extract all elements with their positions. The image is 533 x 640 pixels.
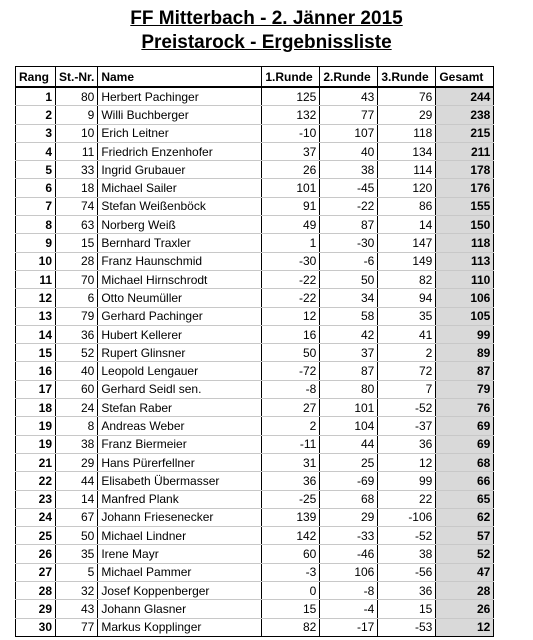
cell-runde-2: -30 [320, 234, 378, 252]
table-row [16, 527, 494, 545]
cell-runde-3: 36 [378, 435, 436, 453]
cell-runde-3: 41 [378, 325, 436, 343]
cell-runde-3: 118 [378, 124, 436, 142]
cell-runde-3: 12 [378, 453, 436, 471]
cell-name: Leopold Lengauer [98, 362, 262, 380]
cell-gesamt: 52 [436, 545, 494, 563]
cell-gesamt: 69 [436, 417, 494, 435]
cell-runde-3: 29 [378, 106, 436, 124]
cell-runde-3: -53 [378, 618, 436, 636]
column-header-name: Name [98, 67, 262, 88]
cell-runde-3: 147 [378, 234, 436, 252]
cell-runde-3: 82 [378, 270, 436, 288]
cell-startnummer: 28 [56, 252, 98, 270]
cell-runde-2: 25 [320, 453, 378, 471]
cell-gesamt: 76 [436, 399, 494, 417]
cell-runde-3: -56 [378, 563, 436, 581]
cell-rang: 27 [16, 563, 56, 581]
cell-runde-2: -45 [320, 179, 378, 197]
cell-runde-1: 37 [262, 142, 320, 160]
cell-runde-1: 142 [262, 527, 320, 545]
cell-gesamt: 28 [436, 582, 494, 600]
cell-runde-1: 101 [262, 179, 320, 197]
table-row [16, 289, 494, 307]
cell-runde-2: -17 [320, 618, 378, 636]
cell-gesamt: 106 [436, 289, 494, 307]
cell-startnummer: 38 [56, 435, 98, 453]
cell-runde-2: -33 [320, 527, 378, 545]
cell-runde-2: 80 [320, 380, 378, 398]
cell-rang: 12 [16, 289, 56, 307]
cell-rang: 5 [16, 161, 56, 179]
cell-rang: 11 [16, 270, 56, 288]
table-row [16, 417, 494, 435]
cell-runde-1: 1 [262, 234, 320, 252]
cell-rang: 21 [16, 453, 56, 471]
cell-runde-2: 77 [320, 106, 378, 124]
cell-name: Johann Friesenecker [98, 508, 262, 526]
cell-runde-2: -6 [320, 252, 378, 270]
cell-runde-1: -11 [262, 435, 320, 453]
table-row [16, 472, 494, 490]
cell-runde-1: 0 [262, 582, 320, 600]
cell-runde-1: 50 [262, 344, 320, 362]
cell-startnummer: 14 [56, 490, 98, 508]
column-header-rang: Rang [16, 67, 56, 88]
cell-name: Andreas Weber [98, 417, 262, 435]
column-header-runde-2: 2.Runde [320, 67, 378, 88]
table-row [16, 563, 494, 581]
cell-name: Hubert Kellerer [98, 325, 262, 343]
page-title: FF Mitterbach - 2. Jänner 2015 [130, 8, 403, 29]
cell-runde-3: 94 [378, 289, 436, 307]
cell-runde-1: 82 [262, 618, 320, 636]
column-header-runde-3: 3.Runde [378, 67, 436, 88]
cell-gesamt: 79 [436, 380, 494, 398]
cell-runde-1: 27 [262, 399, 320, 417]
cell-startnummer: 60 [56, 380, 98, 398]
cell-gesamt: 62 [436, 508, 494, 526]
table-row [16, 362, 494, 380]
table-row [16, 106, 494, 124]
table-row [16, 490, 494, 508]
table-row [16, 142, 494, 160]
cell-startnummer: 15 [56, 234, 98, 252]
cell-rang: 25 [16, 527, 56, 545]
table-row [16, 325, 494, 343]
cell-gesamt: 26 [436, 600, 494, 618]
cell-gesamt: 69 [436, 435, 494, 453]
cell-name: Gerhard Seidl sen. [98, 380, 262, 398]
cell-runde-1: 132 [262, 106, 320, 124]
cell-rang: 1 [16, 87, 56, 106]
cell-runde-2: 58 [320, 307, 378, 325]
cell-rang: 15 [16, 344, 56, 362]
cell-runde-2: -4 [320, 600, 378, 618]
cell-runde-3: 134 [378, 142, 436, 160]
cell-startnummer: 77 [56, 618, 98, 636]
cell-runde-2: 29 [320, 508, 378, 526]
cell-rang: 17 [16, 380, 56, 398]
cell-runde-3: -37 [378, 417, 436, 435]
table-row [16, 545, 494, 563]
cell-runde-1: -22 [262, 270, 320, 288]
cell-runde-1: 2 [262, 417, 320, 435]
cell-runde-3: -52 [378, 399, 436, 417]
cell-gesamt: 68 [436, 453, 494, 471]
cell-runde-2: 37 [320, 344, 378, 362]
cell-name: Irene Mayr [98, 545, 262, 563]
results-table [15, 66, 494, 637]
cell-gesamt: 65 [436, 490, 494, 508]
cell-gesamt: 176 [436, 179, 494, 197]
cell-runde-2: 34 [320, 289, 378, 307]
table-row [16, 252, 494, 270]
cell-startnummer: 70 [56, 270, 98, 288]
cell-runde-2: 107 [320, 124, 378, 142]
cell-runde-3: 14 [378, 216, 436, 234]
cell-startnummer: 44 [56, 472, 98, 490]
cell-startnummer: 33 [56, 161, 98, 179]
cell-name: Stefan Raber [98, 399, 262, 417]
cell-runde-2: 43 [320, 87, 378, 106]
cell-runde-2: 50 [320, 270, 378, 288]
page-subtitle: Preistarock - Ergebnissliste [141, 32, 392, 53]
cell-runde-2: 106 [320, 563, 378, 581]
cell-gesamt: 57 [436, 527, 494, 545]
cell-startnummer: 50 [56, 527, 98, 545]
cell-startnummer: 24 [56, 399, 98, 417]
cell-runde-2: 68 [320, 490, 378, 508]
cell-runde-2: -22 [320, 197, 378, 215]
table-row [16, 216, 494, 234]
cell-runde-2: 38 [320, 161, 378, 179]
cell-runde-3: -106 [378, 508, 436, 526]
cell-runde-3: 72 [378, 362, 436, 380]
cell-name: Willi Buchberger [98, 106, 262, 124]
cell-rang: 22 [16, 472, 56, 490]
cell-gesamt: 110 [436, 270, 494, 288]
table-header-row [16, 67, 494, 88]
table-row [16, 197, 494, 215]
cell-gesamt: 87 [436, 362, 494, 380]
table-row [16, 453, 494, 471]
cell-runde-1: 16 [262, 325, 320, 343]
cell-startnummer: 80 [56, 87, 98, 106]
cell-runde-3: 114 [378, 161, 436, 179]
cell-gesamt: 150 [436, 216, 494, 234]
cell-runde-1: -72 [262, 362, 320, 380]
cell-gesamt: 215 [436, 124, 494, 142]
cell-gesamt: 155 [436, 197, 494, 215]
column-header-runde-1: 1.Runde [262, 67, 320, 88]
cell-rang: 8 [16, 216, 56, 234]
cell-runde-3: 149 [378, 252, 436, 270]
cell-name: Ingrid Grubauer [98, 161, 262, 179]
cell-startnummer: 11 [56, 142, 98, 160]
cell-name: Manfred Plank [98, 490, 262, 508]
cell-name: Friedrich Enzenhofer [98, 142, 262, 160]
table-row [16, 435, 494, 453]
cell-startnummer: 79 [56, 307, 98, 325]
cell-rang: 3 [16, 124, 56, 142]
cell-runde-1: -22 [262, 289, 320, 307]
table-row [16, 307, 494, 325]
cell-runde-1: 12 [262, 307, 320, 325]
cell-runde-1: 139 [262, 508, 320, 526]
cell-runde-2: -8 [320, 582, 378, 600]
cell-rang: 10 [16, 252, 56, 270]
cell-name: Johann Glasner [98, 600, 262, 618]
cell-rang: 9 [16, 234, 56, 252]
cell-name: Herbert Pachinger [98, 87, 262, 106]
cell-startnummer: 35 [56, 545, 98, 563]
cell-rang: 18 [16, 399, 56, 417]
table-row [16, 399, 494, 417]
cell-runde-3: 7 [378, 380, 436, 398]
cell-name: Stefan Weißenböck [98, 197, 262, 215]
cell-runde-2: 40 [320, 142, 378, 160]
cell-runde-1: -30 [262, 252, 320, 270]
table-row [16, 161, 494, 179]
cell-runde-2: -46 [320, 545, 378, 563]
cell-gesamt: 113 [436, 252, 494, 270]
table-row [16, 582, 494, 600]
cell-rang: 2 [16, 106, 56, 124]
cell-startnummer: 5 [56, 563, 98, 581]
cell-runde-1: -3 [262, 563, 320, 581]
cell-runde-1: 31 [262, 453, 320, 471]
cell-runde-3: 15 [378, 600, 436, 618]
cell-startnummer: 18 [56, 179, 98, 197]
cell-name: Markus Kopplinger [98, 618, 262, 636]
cell-runde-3: 22 [378, 490, 436, 508]
cell-startnummer: 43 [56, 600, 98, 618]
cell-rang: 16 [16, 362, 56, 380]
cell-startnummer: 40 [56, 362, 98, 380]
cell-gesamt: 12 [436, 618, 494, 636]
cell-gesamt: 211 [436, 142, 494, 160]
cell-startnummer: 67 [56, 508, 98, 526]
cell-name: Michael Pammer [98, 563, 262, 581]
cell-gesamt: 118 [436, 234, 494, 252]
cell-rang: 14 [16, 325, 56, 343]
cell-gesamt: 238 [436, 106, 494, 124]
cell-rang: 24 [16, 508, 56, 526]
cell-name: Otto Neumüller [98, 289, 262, 307]
cell-runde-2: 104 [320, 417, 378, 435]
cell-runde-2: 42 [320, 325, 378, 343]
cell-rang: 4 [16, 142, 56, 160]
cell-runde-3: 36 [378, 582, 436, 600]
cell-runde-1: 91 [262, 197, 320, 215]
table-row [16, 270, 494, 288]
table-row [16, 380, 494, 398]
cell-runde-1: -10 [262, 124, 320, 142]
cell-runde-2: -69 [320, 472, 378, 490]
cell-startnummer: 52 [56, 344, 98, 362]
cell-runde-1: 26 [262, 161, 320, 179]
cell-name: Elisabeth Übermasser [98, 472, 262, 490]
cell-name: Rupert Glinsner [98, 344, 262, 362]
table-row [16, 600, 494, 618]
cell-name: Franz Haunschmid [98, 252, 262, 270]
cell-startnummer: 9 [56, 106, 98, 124]
table-row [16, 508, 494, 526]
cell-runde-1: -25 [262, 490, 320, 508]
cell-startnummer: 32 [56, 582, 98, 600]
cell-startnummer: 10 [56, 124, 98, 142]
cell-rang: 29 [16, 600, 56, 618]
table-row [16, 618, 494, 636]
cell-runde-3: 35 [378, 307, 436, 325]
cell-gesamt: 99 [436, 325, 494, 343]
cell-gesamt: 66 [436, 472, 494, 490]
cell-runde-2: 44 [320, 435, 378, 453]
cell-rang: 28 [16, 582, 56, 600]
cell-startnummer: 8 [56, 417, 98, 435]
cell-name: Josef Koppenberger [98, 582, 262, 600]
cell-startnummer: 6 [56, 289, 98, 307]
cell-runde-3: 38 [378, 545, 436, 563]
cell-runde-3: -52 [378, 527, 436, 545]
cell-rang: 30 [16, 618, 56, 636]
cell-runde-1: -8 [262, 380, 320, 398]
cell-runde-3: 76 [378, 87, 436, 106]
cell-runde-1: 49 [262, 216, 320, 234]
cell-name: Norberg Weiß [98, 216, 262, 234]
cell-startnummer: 74 [56, 197, 98, 215]
cell-runde-2: 101 [320, 399, 378, 417]
column-header-startnummer: St.-Nr. [56, 67, 98, 88]
cell-gesamt: 47 [436, 563, 494, 581]
cell-rang: 6 [16, 179, 56, 197]
cell-name: Hans Pürerfellner [98, 453, 262, 471]
cell-gesamt: 178 [436, 161, 494, 179]
cell-name: Franz Biermeier [98, 435, 262, 453]
cell-runde-3: 2 [378, 344, 436, 362]
cell-startnummer: 36 [56, 325, 98, 343]
cell-runde-3: 120 [378, 179, 436, 197]
cell-gesamt: 105 [436, 307, 494, 325]
cell-name: Michael Lindner [98, 527, 262, 545]
cell-gesamt: 89 [436, 344, 494, 362]
cell-runde-1: 60 [262, 545, 320, 563]
cell-rang: 19 [16, 435, 56, 453]
cell-startnummer: 63 [56, 216, 98, 234]
cell-runde-1: 125 [262, 87, 320, 106]
cell-runde-1: 15 [262, 600, 320, 618]
cell-runde-2: 87 [320, 362, 378, 380]
cell-runde-2: 87 [320, 216, 378, 234]
cell-rang: 7 [16, 197, 56, 215]
table-row [16, 124, 494, 142]
table-row [16, 87, 494, 106]
cell-rang: 13 [16, 307, 56, 325]
cell-name: Michael Hirnschrodt [98, 270, 262, 288]
cell-rang: 23 [16, 490, 56, 508]
cell-name: Michael Sailer [98, 179, 262, 197]
table-row [16, 234, 494, 252]
column-header-gesamt: Gesamt [436, 67, 494, 88]
cell-gesamt: 244 [436, 87, 494, 106]
cell-name: Bernhard Traxler [98, 234, 262, 252]
cell-runde-3: 86 [378, 197, 436, 215]
cell-rang: 19 [16, 417, 56, 435]
cell-name: Gerhard Pachinger [98, 307, 262, 325]
cell-rang: 26 [16, 545, 56, 563]
cell-runde-1: 36 [262, 472, 320, 490]
cell-runde-3: 99 [378, 472, 436, 490]
table-row [16, 344, 494, 362]
table-row [16, 179, 494, 197]
cell-startnummer: 29 [56, 453, 98, 471]
cell-name: Erich Leitner [98, 124, 262, 142]
